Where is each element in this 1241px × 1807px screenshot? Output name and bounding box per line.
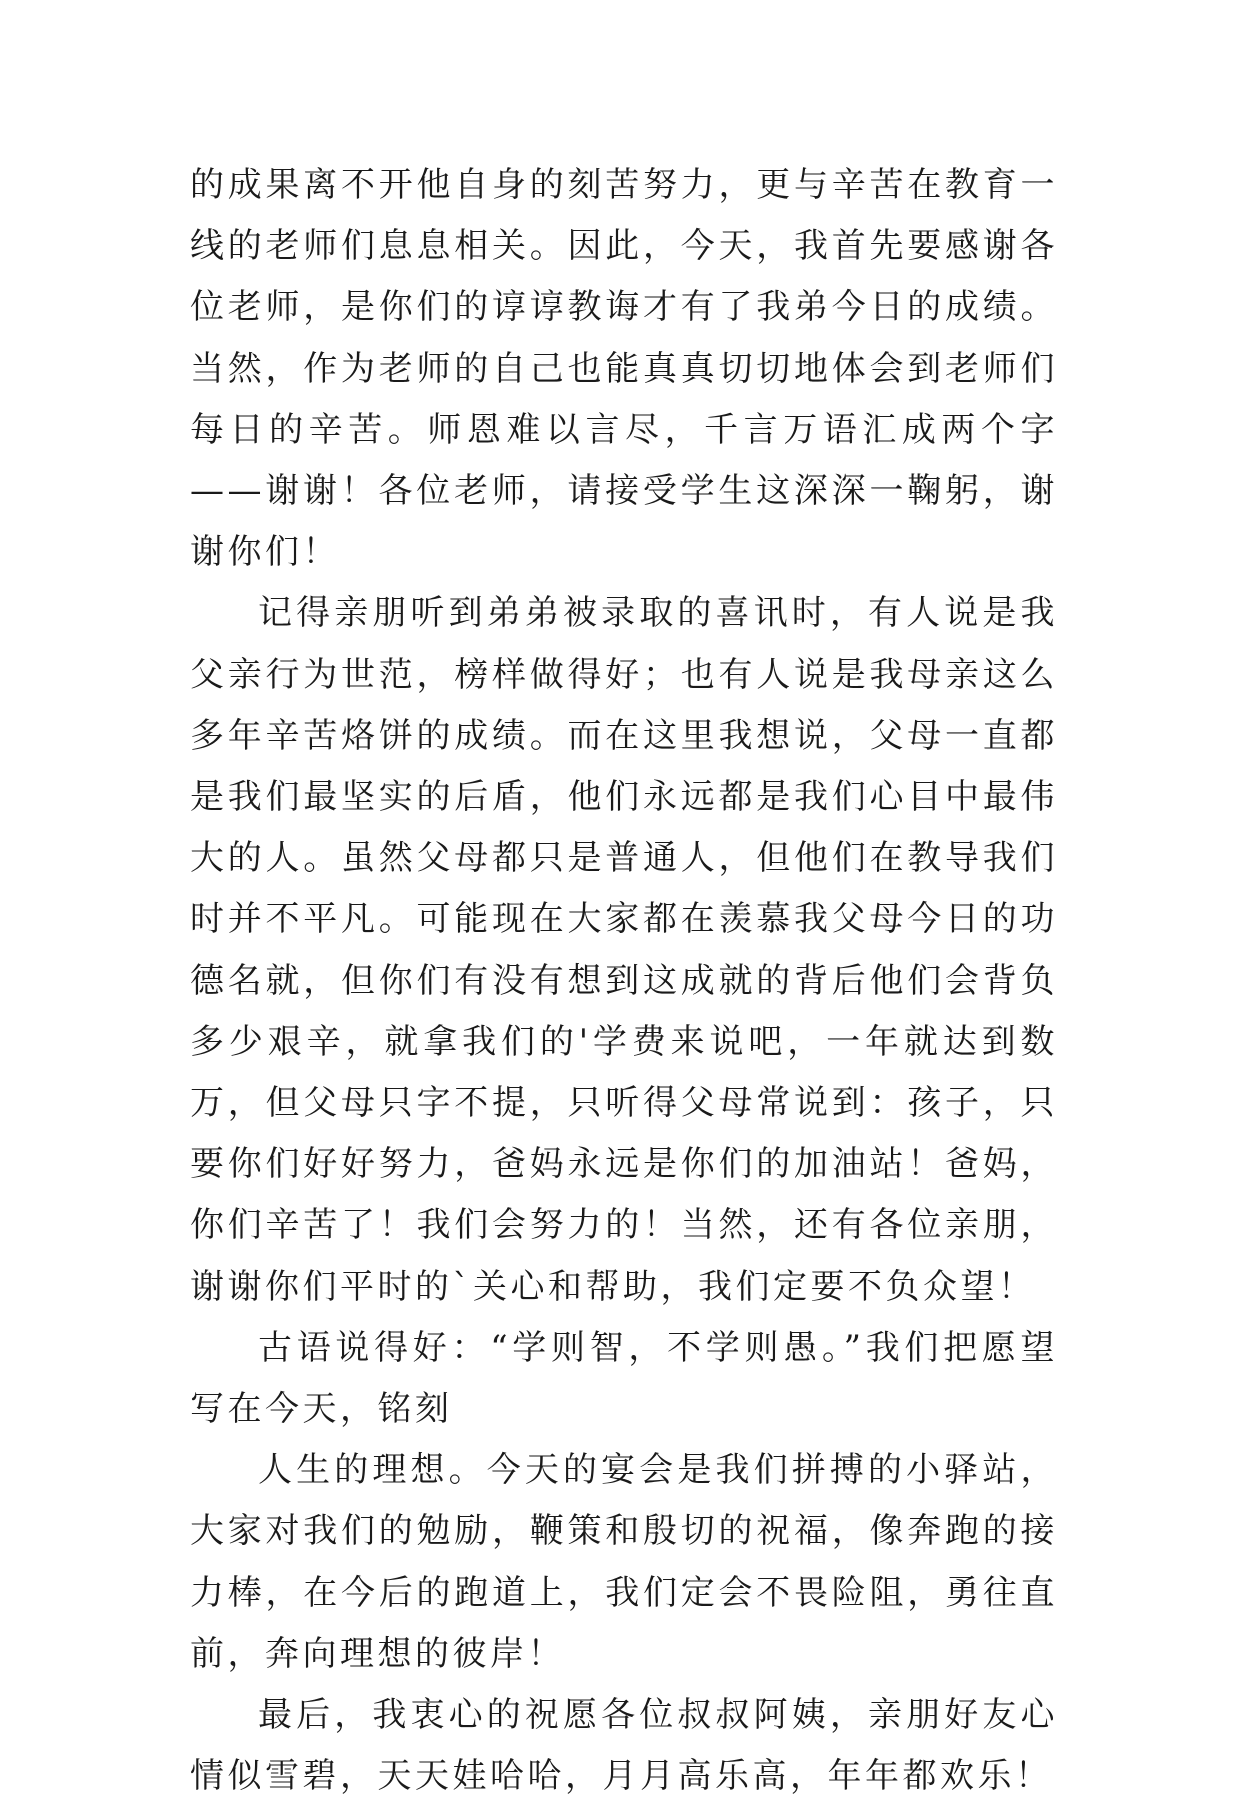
paragraph-4: 人生的理想。今天的宴会是我们拼搏的小驿站，大家对我们的勉励，鞭策和殷切的祝福，像奔跑的接力棒，在今后的跑道上，我们定会不畏险阻，勇往直前，奔向理想的彼岸！ (190, 1450, 1058, 1674)
document-body (190, 155, 1058, 1807)
paragraph-3: 古语说得好：“学则智，不学则愚。”我们把愿望写在今天，铭刻 (190, 1327, 1058, 1430)
paragraph-2: 记得亲朋听到弟弟被录取的喜讯时，有人说是我父亲行为世范，榜样做得好；也有人说是我母亲这么多年辛苦烙饼的成绩。而在这里我想说，父母一直都是我们最坚实的后盾，他们永远都是我们心目中最伟大的人。虽然父母都只是普通人，但他们在教导我们时并不平凡。可能现在大家都在羡慕我父母今日的功德名就，但你们有没有想到这成就的背后他们会背负多少艰辛，就拿我们的'学费来说吧，一年就达到数万，但父母只字不提，只听得父母常说到：孩子，只要你们好好努力，爸妈永远是你们的加油站！爸妈，你们辛苦了！我们会努力的！当然，还有各位亲朋，谢谢你们平时的`关心和帮助，我们定要不负众望！ (190, 593, 1058, 1307)
paragraph-1: 的成果离不开他自身的刻苦努力，更与辛苦在教育一线的老师们息息相关。因此，今天，我首先要感谢各位老师，是你们的谆谆教诲才有了我弟今日的成绩。当然，作为老师的自己也能真真切切地体会到老师们每日的辛苦。师恩难以言尽，千言万语汇成两个字——谢谢！各位老师，请接受学生这深深一鞠躬，谢谢你们！ (190, 165, 1058, 573)
paragraph-5: 最后，我衷心的祝愿各位叔叔阿姨，亲朋好友心情似雪碧，天天娃哈哈，月月高乐高，年年都欢乐！ (190, 1695, 1058, 1797)
